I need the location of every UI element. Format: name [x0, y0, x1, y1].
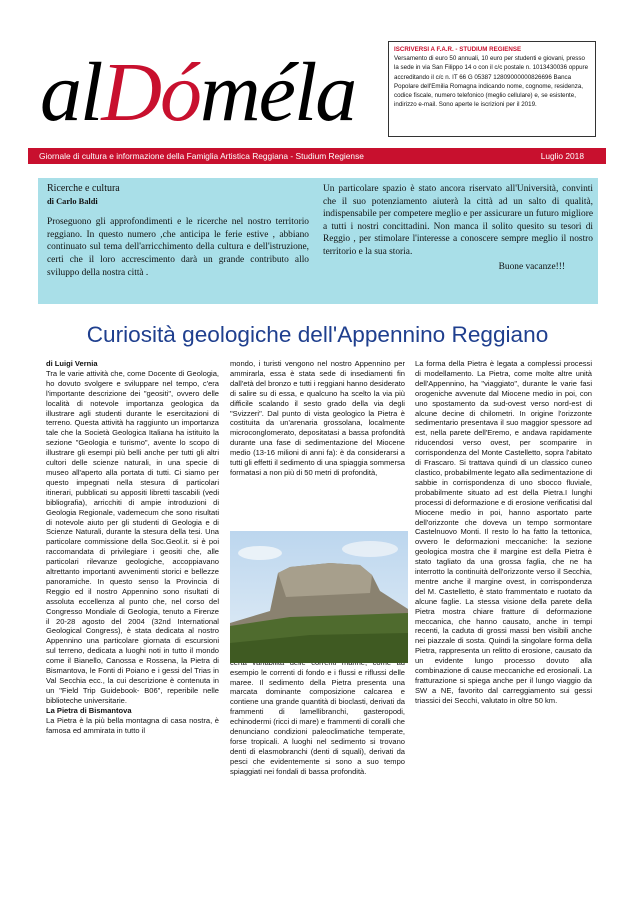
logo-do: Dó — [101, 46, 201, 139]
logo-al: al — [40, 46, 102, 139]
article-column-3 — [415, 359, 592, 706]
editorial-section-title: Ricerche e cultura — [47, 183, 120, 194]
editorial-right-column — [323, 183, 593, 273]
subscription-text: Versamento di euro 50 annuali, 10 euro per studenti e giovani, presso la sede in via San Filippo 14 o con il c/c postale n. 1013430036 oppure accreditando il c/c n. IT 66 G 05387 12809000000826696 Banca Popolare dell'Emilia Romagna indicando nome, cognome, residenza, codice fiscale, numero telefonico (meglio cellulare) e, se esistente, indirizzo e-mail. Sono aperte le iscrizioni per il 2019. — [394, 55, 589, 109]
article-author: di Luigi Vernia — [46, 359, 98, 368]
editorial-signoff: Buone vacanze!!! — [498, 261, 565, 272]
bismantova-photo — [230, 531, 408, 663]
article-col1-text: Tra le varie attività che, come Docente di Geologia, ho dovuto svolgere e sviluppare nel tempo, c'era l'importante descrizione dei "geositi", ovvero delle località di notevole importanza geologica da illustrare agli studenti durante le esercitazioni di terreno. Questa attività ha raggiunto un importanza tale che la Società Geologica Italiana ha istituito la sezione "Geologia e turismo", avente lo scopo di illustrare gli esempi più belli anche per tutti gli altri cultori delle scienze naturali, in una specie di museo all'aperto alla portata di tutti. Ci siamo per questo impegnati nella stesura di particolari itinerari, pubblicati su appositi libretti tascabili (vedi bibliografia), arricchiti di ampie introduzioni di Geologia Regionale, vademecum che sono risultati di notevole aiuto per gli studenti di Geologia e di Scienze Naturali, durante la stesura della tesi. Una particolare commissione della Soc.Geol.it. si è poi raccomandata di privilegiare i geositi che, alle particolari rilevanze geologiche, accoppiavano altrettanto importanti avvenimenti storici e bellezze panoramiche. In questo senso la Provincia di Reggio ed il nostro Appennino sono risultati di assoluta eccellenza al punto che, nel corso del Congresso Mondiale di Geologia, tenuto a Firenze il 20-28 agosto del 2004 (32nd International Geological Congress), è stata dedicata al nostro Appennino una particolare giornata di escursioni sul terreno, dedicata a luoghi noti in tutto il mondo come il Bianello, Canossa e Rossena, la Pietra di Bismantova, le Fonti di Poiano e i gessi del Trias in Val Secchia ecc., la cui descrizione è contenuta in un "Field Trip Guidebook- B06", reperibile nelle biblioteche universitarie. — [46, 368, 219, 705]
article-title: Curiosità geologiche dell'Appennino Reggiano — [86, 322, 549, 347]
editorial-left-text: Proseguono gli approfondimenti e le ricerche nel nostro territorio reggiano. In questo numero ,che anticipa le ferie estive , abbiano continuato sul tema dell'arricchimento della cultura e dell'istruzione, certi che il loro accrescimento darà un grande contributo allo sviluppo della nostra città . — [47, 217, 309, 278]
subscription-box — [388, 41, 596, 137]
logo-mela: méla — [200, 46, 356, 139]
masthead-logo — [40, 38, 380, 148]
article-subheading: La Pietra di Bismantova — [46, 705, 132, 715]
banner-tagline: Giornale di cultura e informazione della Famiglia Artistica Reggiana - Studium Regiense — [39, 151, 364, 161]
editorial-byline: di Carlo Baldi — [47, 196, 98, 206]
article-col2-bottom: esempio le correnti di fondo e i flussi e riflussi delle maree. Il sedimento della Pietra presenta una marcata dominante composizione calcarea e contiene una grande quantità di bioclasti, derivati da frammenti di lamellibranchi, gasteropodi, echinodermi (ricci di mare) e frammenti di coralli che denunciano condizioni paleoclimatiche temperate, forse tropicali. A luoghi nel sedimento si trovano denti di elasmobranchi (denti di squali), derivati da pesci che evidentemente si sono a suo tempo spiaggiati nei fondali di bassa profondità. — [230, 667, 405, 776]
editorial-right-text: Un particolare spazio è stato ancora riservato all'Università, convinti che il suo potenziamento aiuterà la città ad un salto di qualità, indispensabile per competere meglio e per assicurare un futuro migliore a tutti i nostri concittadini. Non manca il solito quesito su tesori di Reggio , per stimolare l'interesse a conoscere sempre meglio il nostro territorio e la sua storia. — [323, 184, 593, 257]
article-col3-text: La forma della Pietra è legata a complessi processi di modellamento. La Pietra, come molte altre unità dell'Appennino, ha "viaggiato", durante le varie fasi orogeniche avvenute dal Miocene medio in poi, con uno spostamento da sud-ovest verso nord-est di alcune decine di chilometri. In origine l'orizzonte sedimentario presentava il suo maggior spessore ad est, nella parete dell'Eremo, e andava rapidamente riducendosi verso ovest, per scomparire in corrispondenza del Monte Castelletto, sopra l'abitato di Frascaro. Si trattava quindi di un classico cuneo clastico, probabilmente legato alla sedimentazione di sabbie in corrispondenza di uno sbocco fluviale, probabilmente situato ad est della Pietra.I lunghi processi di deformazione e di erosione verificatisi dal Miocene medio in poi, hanno asportato parte dell'orizzonte che doveva un tempo sormontare Castelnuovo Monti. Il resto lo ha fatto la tettonica, ovvero le deformazioni meccaniche: la sezione geologica mostra che il margine est della Pietra è stato tagliato da una grossa faglia, che ne ha interrotto la continuità dell'orizzonte verso il Secchia, mentre anche il margine ovest, in corrispondenza del M. Castelletto, è stato frammentato e ruotato da alcune faglie. La stessa visione della parete della Pietra mostra chiare fratture di deformazione meccanica, che hanno causato, anche in tempi recenti, la caduta di grossi massi ben visibili anche nei piazzale di sosta. Quindi la singolare forma della Pietra, rappresenta un relitto di erosione, causato da un evidente lungo processo dovuto alla combinazione di cause meccaniche ed erosionali. La fratturazione si spiega anche per il lungo viaggio da SW a NE, favorito dal carreggiamento sui gessi triassici dei Secchi, valutato in oltre 50 km. — [415, 359, 592, 705]
article-column-1 — [46, 359, 219, 735]
issue-date: Luglio 2018 — [540, 151, 584, 161]
subscription-heading: ISCRIVERSI A F.A.R. - STUDIUM REGIENSE — [394, 46, 522, 53]
editorial-left-column — [47, 183, 309, 279]
editorial-box — [38, 178, 598, 304]
masthead-banner — [28, 148, 606, 164]
article-col1-tail: La Pietra è la più bella montagna di casa nostra, è famosa ed ammirata in tutto il — [46, 715, 219, 735]
article-col2-top: mondo, i turisti vengono nel nostro Appennino per ammirarla, essa è stata sede di insediamenti fin dall'età del bronzo e tutti i reggiani hanno desiderato di salire su di essa, e qualcuno ha scelto la via più difficile scalando il sesto grado della via degli "Svizzeri". Dal punto di vista geologico la Pietra è costituita da un'arenaria grossolana, localmente microconglomerato, depositatasi a bassa profondità durante una fase di sedimentazione del Miocene medio (13-16 milioni di anni fa): è da considerarsi a tutti gli effetti il sedimento di una spiaggia sommersa formatasi a non più di 50 metri di profondità, — [230, 359, 405, 477]
